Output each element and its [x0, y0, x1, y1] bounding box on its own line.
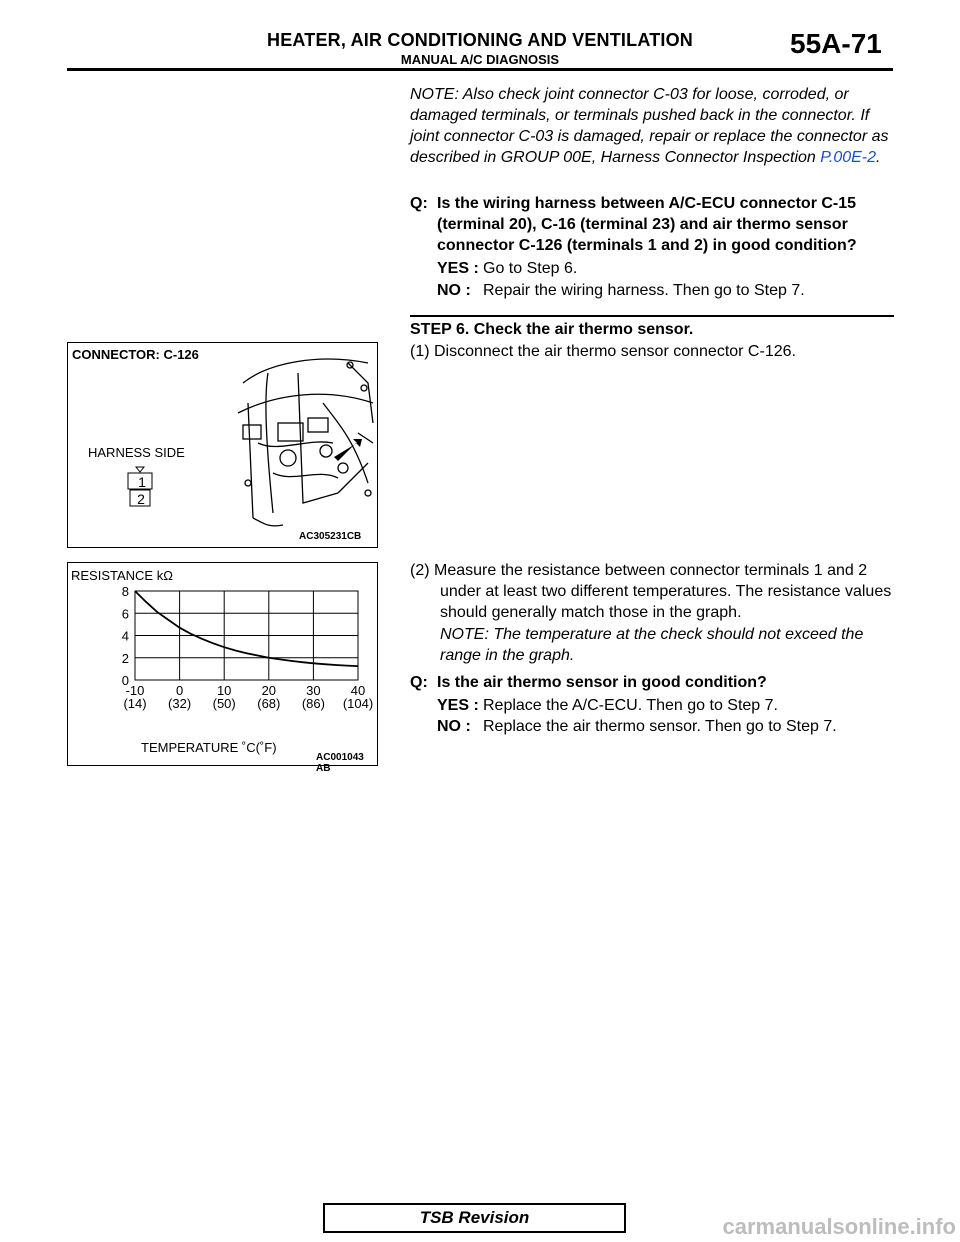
- x-tick-label: 20: [261, 683, 277, 698]
- x-tick-label-f: (104): [342, 696, 374, 711]
- y-tick-label: 4: [121, 628, 129, 644]
- connector-caption: CONNECTOR: C-126: [72, 347, 199, 362]
- section-title: HEATER, AIR CONDITIONING AND VENTILATION: [267, 30, 693, 50]
- yes-text: Go to Step 6.: [483, 260, 578, 277]
- question-text: Is the air thermo sensor in good condition?: [437, 674, 767, 691]
- x-tick-label: 0: [175, 683, 184, 698]
- step-rule: [410, 315, 894, 317]
- answer-yes-2: [437, 695, 897, 716]
- pin-1-label: 1: [138, 474, 146, 490]
- note-joint-connector: [410, 84, 894, 168]
- x-tick-label: 40: [350, 683, 366, 698]
- question-2: [410, 672, 894, 693]
- y-tick-label: 6: [121, 606, 129, 622]
- resistance-chart-figure: [67, 562, 378, 774]
- figure-code: AC305231CB: [299, 531, 362, 542]
- tsb-revision-box: TSB Revision: [323, 1203, 626, 1233]
- harness-illustration: [68, 343, 377, 547]
- resistance-chart: [68, 563, 377, 765]
- no-label: NO :: [437, 718, 471, 735]
- yes-label: YES :: [437, 697, 479, 714]
- answer-yes-1: [437, 258, 897, 279]
- note-end: .: [876, 149, 881, 166]
- x-tick-label-f: (14): [123, 696, 147, 711]
- step-6-item-1: (1) Disconnect the air thermo sensor connector C-126.: [410, 343, 796, 360]
- page-number: 55A-71: [790, 28, 882, 59]
- x-tick-label-f: (50): [212, 696, 236, 711]
- resistance-curve: [135, 591, 358, 666]
- note-temperature-range: NOTE: The temperature at the check should not exceed the range in the graph.: [440, 626, 864, 664]
- question-label: Q:: [410, 195, 428, 212]
- answer-no-1: [437, 280, 897, 301]
- y-tick-label: 8: [121, 584, 129, 599]
- figure-code: AC001043 AB: [316, 752, 364, 774]
- x-tick-label: 10: [216, 683, 232, 698]
- chart-xlabel: TEMPERATURE ˚C(˚F): [141, 740, 277, 755]
- connector-figure: [67, 342, 378, 548]
- no-text: Repair the wiring harness. Then go to Step 7.: [483, 282, 805, 299]
- watermark: carmanualsonline.info: [722, 1214, 956, 1239]
- harness-side-label: HARNESS SIDE: [88, 445, 185, 460]
- x-tick-label: -10: [125, 683, 145, 698]
- pin-2-label: 2: [137, 491, 145, 507]
- step-6-item-2: (2) Measure the resistance between connector terminals 1 and 2 under at least two different temperatures. The resistance values should generally match those in the graph.: [410, 562, 892, 621]
- x-tick-label-f: (32): [168, 696, 192, 711]
- chart-ylabel: RESISTANCE kΩ: [71, 568, 173, 583]
- no-text: Replace the air thermo sensor. Then go to Step 7.: [483, 718, 837, 735]
- y-tick-label: 0: [121, 673, 129, 688]
- x-tick-label: 30: [306, 683, 321, 698]
- question-label: Q:: [410, 674, 428, 691]
- x-tick-label-f: (86): [301, 696, 325, 711]
- answer-no-2: [437, 716, 897, 737]
- header-rule: [67, 68, 893, 71]
- page-link[interactable]: P.00E-2: [820, 149, 877, 166]
- question-text: Is the wiring harness between A/C-ECU connector C-15 (terminal 20), C-16 (terminal 23) and air thermo sensor connector C-126 (terminals 1 and 2) in good condition?: [437, 195, 857, 254]
- yes-label: YES :: [437, 260, 479, 277]
- yes-text: Replace the A/C-ECU. Then go to Step 7.: [483, 697, 778, 714]
- no-label: NO :: [437, 282, 471, 299]
- step-6-title: STEP 6. Check the air thermo sensor.: [410, 321, 694, 338]
- x-tick-label-f: (68): [257, 696, 281, 711]
- y-tick-label: 2: [121, 650, 129, 666]
- question-1: [410, 193, 894, 256]
- note-text: NOTE: Also check joint connector C-03 for loose, corroded, or damaged terminals, or terminals pushed back in the connector. If joint connector C-03 is damaged, repair or replace the connector as described in GROUP 00E, Harness Connector Inspection: [410, 86, 889, 166]
- section-subtitle: MANUAL A/C DIAGNOSIS: [400, 52, 560, 67]
